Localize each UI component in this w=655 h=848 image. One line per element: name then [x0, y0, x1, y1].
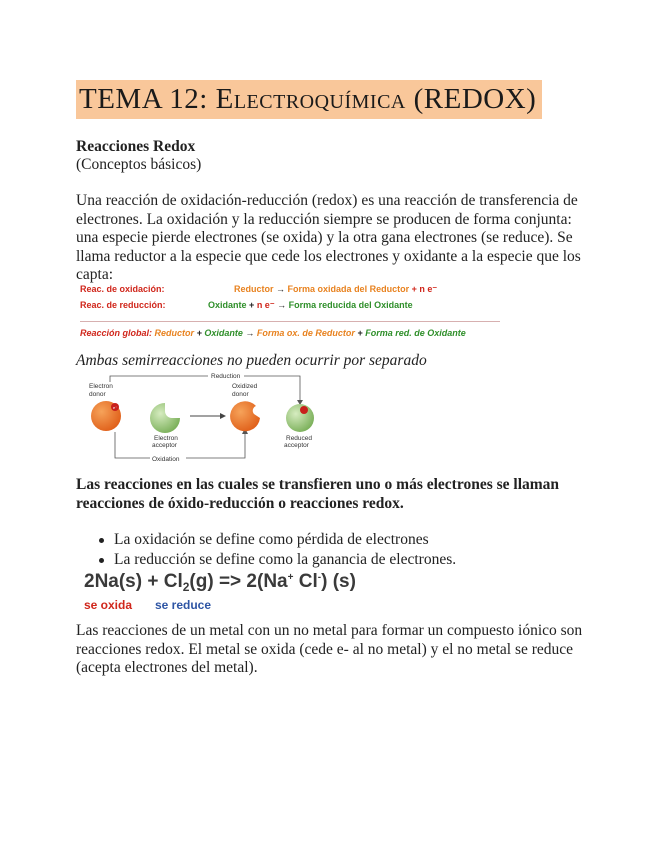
- diagram-caption: Ambas semirreacciones no pueden ocurrir por separado: [76, 352, 427, 369]
- list-item: La oxidación se define como pérdida de electrones: [96, 530, 456, 550]
- global-plus-2: +: [357, 328, 363, 338]
- accepted-electron-dot: [300, 406, 308, 414]
- ox-label: Reac. de oxidación:: [80, 284, 165, 294]
- redox-statement: Las reacciones en las cuales se transfieren uno o más electrones se llaman reacciones de óxido-reducción o reacciones redox.: [76, 476, 560, 512]
- red-electrons: n e⁻: [256, 300, 275, 310]
- ox-arrow: →: [276, 284, 286, 294]
- oxidized-label-1: Oxidized: [232, 383, 258, 390]
- global-arrow: →: [245, 328, 255, 338]
- reduced-label-2: acceptor: [284, 442, 309, 449]
- electron-acceptor-sphere: [150, 403, 180, 433]
- reduction-label: Reduction: [211, 373, 241, 380]
- donor-label-2: donor: [89, 391, 106, 398]
- oxidized-label: se oxida: [84, 598, 133, 612]
- oxidized-donor-sphere: [230, 401, 260, 431]
- red-plus: +: [249, 300, 255, 310]
- section-heading: Reacciones Redox: [76, 138, 196, 155]
- formula-part4: ) (s): [321, 571, 356, 592]
- global-red-form: Forma red. de Oxidante: [365, 328, 466, 338]
- formula-sup-plus: +: [287, 572, 294, 583]
- global-plus-1: +: [196, 328, 202, 338]
- intro-paragraph: Una reacción de oxidación-reducción (redox) es una reacción de transferencia de electrones. La oxidación y la reducción siempre se producen de forma conjunta: una especie pierde electrones (se oxida) y la otra gana electrones (se reduce). Se llama reductor a la especie que cede los electrones y oxidante a la especie que los capta:: [76, 192, 581, 283]
- redox-diagram: [80, 370, 340, 466]
- formula-part3: Cl: [293, 571, 318, 592]
- red-oxidante: Oxidante: [208, 300, 247, 310]
- ox-electrons: + n e⁻: [411, 284, 438, 294]
- bullet-list: [96, 530, 456, 570]
- reduced-acceptor-sphere: [286, 404, 314, 432]
- formula-part2: (g) => 2(Na: [189, 571, 288, 592]
- formula-subscript: 2: [182, 580, 190, 594]
- donor-label-1: Electron: [89, 383, 113, 390]
- red-label: Reac. de reducción:: [80, 300, 166, 310]
- global-oxidante: Oxidante: [204, 328, 243, 338]
- page-title: TEMA 12: Electroquímica (REDOX): [79, 83, 537, 115]
- oxidized-label-2: donor: [232, 391, 249, 398]
- formula-sup-minus: -: [317, 572, 322, 583]
- title-highlight: [76, 80, 542, 119]
- acceptor-label-1: Electron: [154, 435, 178, 442]
- ox-reductor: Reductor: [234, 284, 274, 294]
- reduction-arrow: [110, 376, 300, 402]
- red-product: Forma reducida del Oxidante: [288, 300, 413, 310]
- ox-product: Forma oxidada del Reductor: [287, 284, 410, 294]
- global-reductor: Reductor: [154, 328, 195, 338]
- red-arrow: →: [277, 300, 287, 310]
- list-item: La reducción se define como la ganancia de electrones.: [96, 550, 456, 570]
- sodium-chlorine-equation: [84, 571, 356, 594]
- reduced-label: se reduce: [155, 598, 212, 612]
- formula-part1: 2Na(s) + Cl: [84, 571, 183, 592]
- oxidation-label: Oxidation: [152, 456, 180, 463]
- equation-divider: [80, 321, 500, 322]
- global-ox-form: Forma ox. de Reductor: [256, 328, 355, 338]
- electron-symbol: e⁻: [113, 405, 118, 410]
- section-subheading: (Conceptos básicos): [76, 156, 202, 173]
- closing-paragraph: Las reacciones de un metal con un no metal para formar un compuesto iónico son reacciones redox. El metal se oxida (cede e- al no metal) y el no metal se reduce (acepta electrones del metal).: [76, 622, 583, 676]
- acceptor-label-2: acceptor: [152, 442, 177, 449]
- reduced-label-1: Reduced: [286, 435, 313, 442]
- global-label: Reacción global:: [80, 328, 153, 338]
